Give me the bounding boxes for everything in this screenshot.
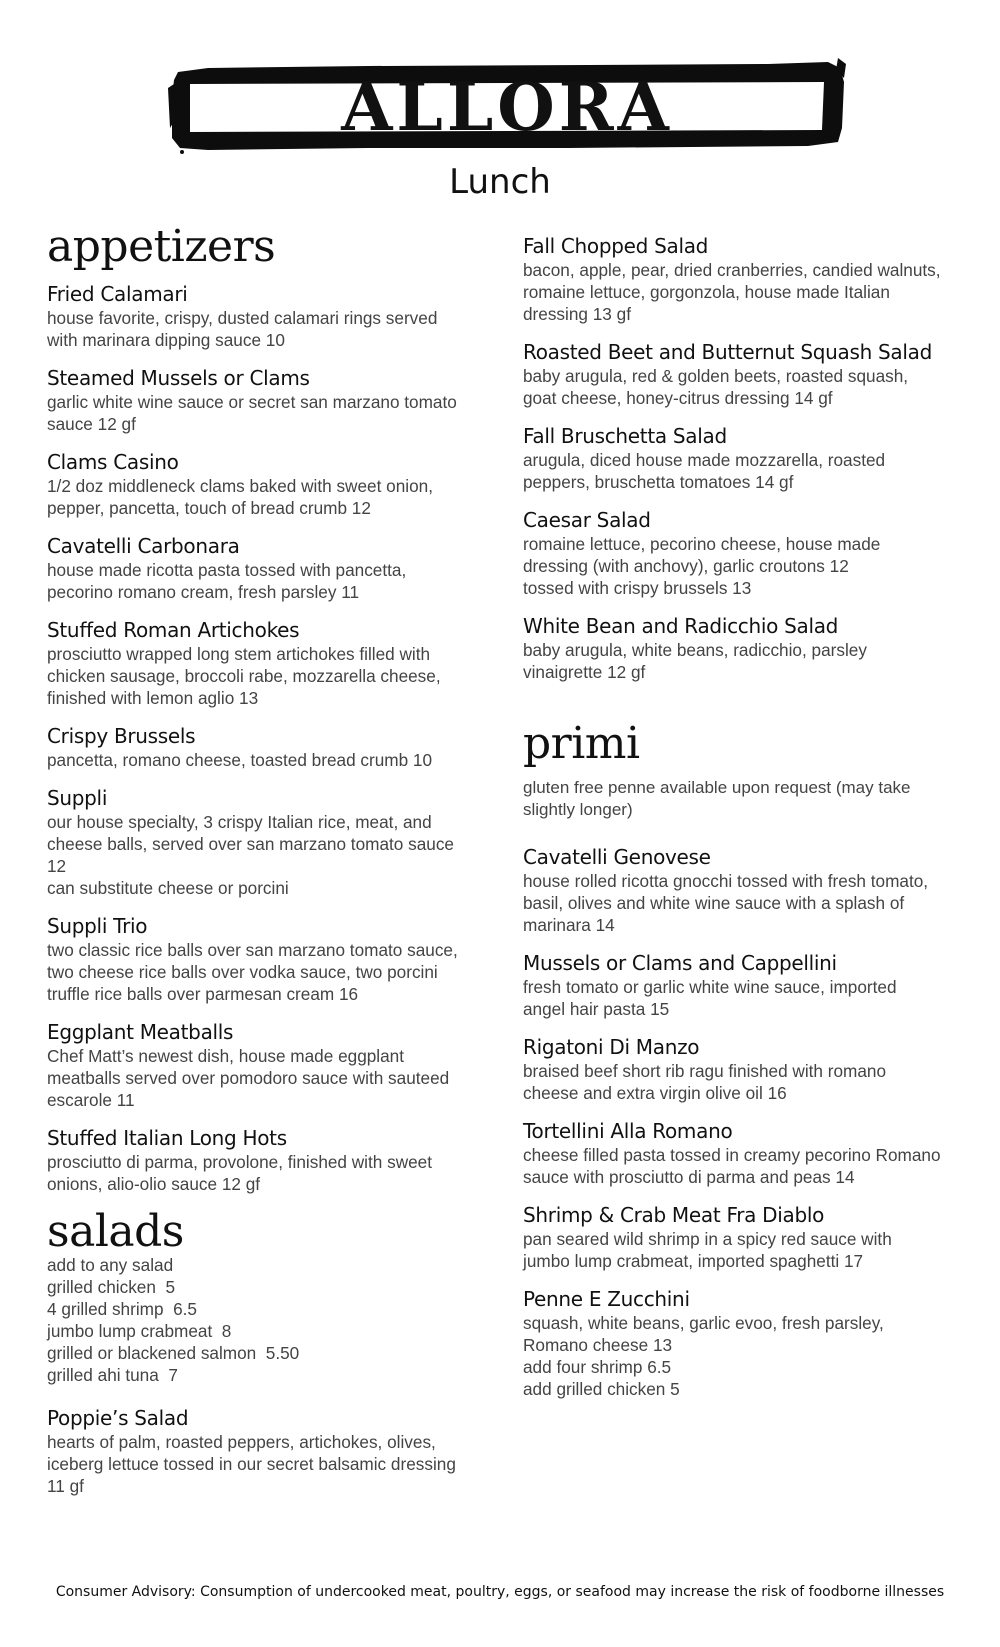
menu-item-name: Cavatelli Carbonara: [47, 534, 240, 558]
menu-item: [47, 618, 477, 709]
menu-item-name: Suppli: [47, 786, 108, 810]
menu-item-name: Fall Bruschetta Salad: [523, 424, 727, 448]
meal-title: Lunch: [449, 162, 551, 202]
salads-list-left: [47, 1406, 477, 1497]
primi-list: [523, 845, 963, 1400]
menu-item-description: house made ricotta pasta tossed with pancetta, pecorino romano cream, fresh parsley 11: [47, 560, 407, 602]
menu-item-name: Penne E Zucchini: [523, 1287, 690, 1311]
menu-item: [523, 1119, 963, 1188]
right-column: [523, 234, 963, 1415]
menu-item: [47, 786, 477, 899]
restaurant-name: ALLORA: [341, 68, 673, 146]
salad-addon-item: jumbo lump crabmeat 8: [47, 1321, 232, 1341]
menu-item-name: Tortellini Alla Romano: [523, 1119, 733, 1143]
menu-item-description: garlic white wine sauce or secret san marzano tomato sauce 12 gf: [47, 392, 457, 434]
salads-heading: salads: [47, 1206, 184, 1257]
menu-item: [523, 951, 963, 1020]
menu-item: [47, 450, 477, 519]
menu-item-name: Fall Chopped Salad: [523, 234, 709, 258]
primi-note: gluten free penne available upon request (may take slightly longer): [523, 778, 911, 819]
menu-item-name: Roasted Beet and Butternut Squash Salad: [523, 340, 932, 364]
menu-item-description: squash, white beans, garlic evoo, fresh parsley, Romano cheese 13 add four shrimp 6.5 add grilled chicken 5: [523, 1313, 884, 1399]
salad-addon-heading: add to any salad: [47, 1255, 174, 1275]
menu-item: [47, 1020, 477, 1111]
menu-item: [523, 614, 963, 683]
menu-item-name: Rigatoni Di Manzo: [523, 1035, 700, 1059]
menu-item: [523, 424, 963, 493]
menu-item: [523, 340, 963, 409]
primi-heading: primi: [523, 718, 640, 769]
menu-item: [47, 914, 477, 1005]
salad-addons: [47, 1254, 477, 1386]
appetizers-list: [47, 282, 477, 1195]
menu-item: [523, 1035, 963, 1104]
menu-item: [47, 724, 477, 771]
menu-item: [523, 1203, 963, 1272]
menu-item-description: braised beef short rib ragu finished with romano cheese and extra virgin olive oil 16: [523, 1061, 887, 1103]
menu-item-description: hearts of palm, roasted peppers, artichokes, olives, iceberg lettuce tossed in our secret balsamic dressing 11 gf: [47, 1432, 456, 1496]
menu-item-name: Suppli Trio: [47, 914, 148, 938]
menu-item-name: Eggplant Meatballs: [47, 1020, 234, 1044]
left-column: [47, 222, 477, 1512]
menu-item-name: Stuffed Italian Long Hots: [47, 1126, 287, 1150]
salad-addon-item: grilled or blackened salmon 5.50: [47, 1343, 300, 1363]
menu-item-name: White Bean and Radicchio Salad: [523, 614, 839, 638]
menu-item-name: Clams Casino: [47, 450, 179, 474]
menu-item-name: Mussels or Clams and Cappellini: [523, 951, 837, 975]
menu-item-description: Chef Matt’s newest dish, house made eggplant meatballs served over pomodoro sauce with sauteed escarole 11: [47, 1046, 450, 1110]
salad-addon-item: 4 grilled shrimp 6.5: [47, 1299, 197, 1319]
salad-addon-item: grilled chicken 5: [47, 1277, 176, 1297]
consumer-advisory: Consumer Advisory: Consumption of undercooked meat, poultry, eggs, or seafood may increase the risk of foodborne illnesses: [55, 1584, 945, 1600]
salad-addon-item: grilled ahi tuna 7: [47, 1365, 178, 1385]
menu-item-description: 1/2 doz middleneck clams baked with sweet onion, pepper, pancetta, touch of bread crumb 12: [47, 476, 433, 518]
menu-item-name: Fried Calamari: [47, 282, 188, 306]
menu-item-description: pan seared wild shrimp in a spicy red sauce with jumbo lump crabmeat, imported spaghetti 17: [523, 1229, 892, 1271]
menu-item: [523, 1287, 963, 1400]
menu-item-description: baby arugula, red & golden beets, roasted squash, goat cheese, honey-citrus dressing 14 gf: [523, 366, 909, 408]
menu-item: [523, 845, 963, 936]
menu-item-description: our house specialty, 3 crispy Italian rice, meat, and cheese balls, served over san marzano tomato sauce 12 can substitute cheese or porcini: [47, 812, 454, 898]
menu-item-description: bacon, apple, pear, dried cranberries, candied walnuts, romaine lettuce, gorgonzola, house made Italian dressing 13 gf: [523, 260, 941, 324]
menu-item: [47, 1406, 477, 1497]
menu-item-description: cheese filled pasta tossed in creamy pecorino Romano sauce with prosciutto di parma and peas 14: [523, 1145, 941, 1187]
logo: [168, 58, 846, 154]
salads-list-right: [523, 234, 963, 683]
menu-item-name: Stuffed Roman Artichokes: [47, 618, 300, 642]
menu-item-name: Cavatelli Genovese: [523, 845, 711, 869]
menu-item-description: arugula, diced house made mozzarella, roasted peppers, bruschetta tomatoes 14 gf: [523, 450, 886, 492]
menu-item: [47, 282, 477, 351]
menu-item-description: romaine lettuce, pecorino cheese, house made dressing (with anchovy), garlic croutons 12 tossed with crispy brussels 13: [523, 534, 881, 598]
menu-item-name: Poppie’s Salad: [47, 1406, 189, 1430]
menu-item-description: house favorite, crispy, dusted calamari rings served with marinara dipping sauce 10: [47, 308, 438, 350]
menu-item: [47, 534, 477, 603]
menu-item-name: Steamed Mussels or Clams: [47, 366, 310, 390]
menu-item: [47, 1126, 477, 1195]
menu-item-name: Shrimp & Crab Meat Fra Diablo: [523, 1203, 825, 1227]
menu-item-description: house rolled ricotta gnocchi tossed with fresh tomato, basil, olives and white wine sauce with a splash of marinara 14: [523, 871, 929, 935]
menu-item-name: Crispy Brussels: [47, 724, 196, 748]
menu-item: [523, 508, 963, 599]
menu-item: [523, 234, 963, 325]
menu-item-description: pancetta, romano cheese, toasted bread crumb 10: [47, 750, 433, 770]
menu-item-description: two classic rice balls over san marzano tomato sauce, two cheese rice balls over vodka sauce, two porcini truffle rice balls over parmesan cream 16: [47, 940, 458, 1004]
menu-item-description: prosciutto wrapped long stem artichokes filled with chicken sausage, broccoli rabe, mozzarella cheese, finished with lemon aglio 13: [47, 644, 441, 708]
menu-item-description: baby arugula, white beans, radicchio, parsley vinaigrette 12 gf: [523, 640, 867, 682]
menu-item: [47, 366, 477, 435]
appetizers-heading: appetizers: [47, 221, 276, 272]
menu-item-description: prosciutto di parma, provolone, finished with sweet onions, alio-olio sauce 12 gf: [47, 1152, 433, 1194]
menu-item-description: fresh tomato or garlic white wine sauce, imported angel hair pasta 15: [523, 977, 897, 1019]
menu-item-name: Caesar Salad: [523, 508, 651, 532]
